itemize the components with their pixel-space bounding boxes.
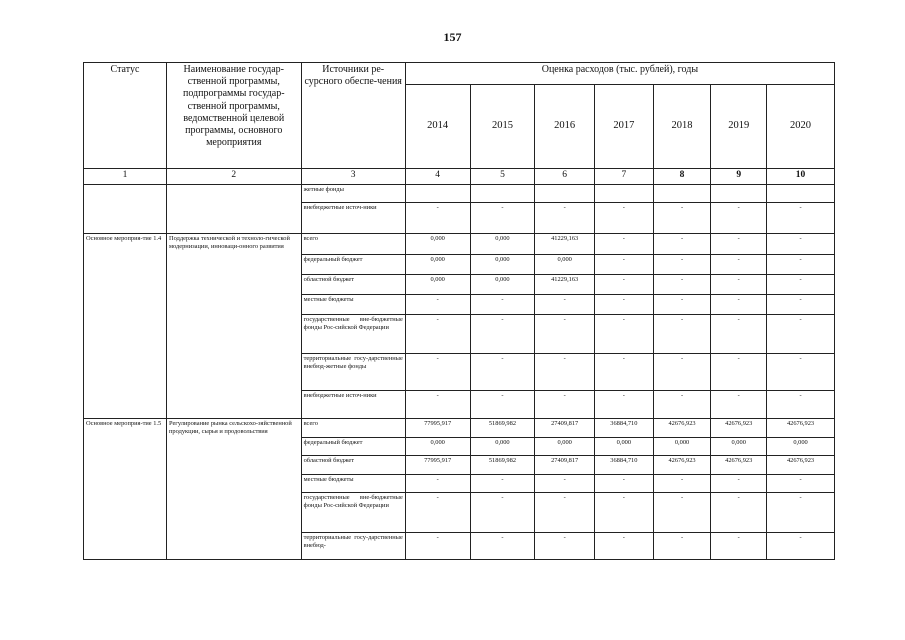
value-cell [767,185,835,203]
value-cell: 0,000 [470,438,535,456]
value-cell: 0,000 [535,438,595,456]
value-cell: - [653,255,711,275]
value-cell: - [595,255,654,275]
value-cell [535,185,595,203]
value-cell: - [535,354,595,391]
header-estimate: Оценка расходов (тыс. рублей), годы [405,63,834,85]
source-cell: областной бюджет [301,275,405,295]
value-cell: - [405,315,470,354]
value-cell: - [595,475,654,493]
value-cell: - [405,493,470,533]
value-cell [711,185,767,203]
program-name-cell: Регулирование рынка сельскохо-зяйственной продукции, сырья и продовольствия [166,419,301,560]
program-name-cell: Поддержка технической и техноло-гической модернизации, инноваци-онного развития [166,234,301,419]
value-cell: - [767,533,835,560]
value-cell: - [767,493,835,533]
value-cell: - [405,295,470,315]
value-cell: - [535,533,595,560]
value-cell: - [711,203,767,234]
value-cell: - [653,533,711,560]
value-cell: 0,000 [405,275,470,295]
value-cell: - [653,475,711,493]
value-cell [405,185,470,203]
column-number: 7 [595,169,654,185]
column-number: 10 [767,169,835,185]
value-cell: 0,000 [470,234,535,255]
source-cell: местные бюджеты [301,475,405,493]
value-cell: 0,000 [711,438,767,456]
value-cell: - [535,475,595,493]
source-cell: государственные вне-бюджетные фонды Рос-сийской Федерации [301,315,405,354]
source-cell: областной бюджет [301,456,405,475]
value-cell: 27409,817 [535,419,595,438]
value-cell: - [767,234,835,255]
value-cell: - [767,391,835,419]
value-cell: - [767,275,835,295]
value-cell: 42676,923 [653,419,711,438]
value-cell: - [653,275,711,295]
value-cell: - [405,354,470,391]
value-cell [653,185,711,203]
value-cell: - [711,475,767,493]
value-cell: 42676,923 [711,456,767,475]
value-cell [595,185,654,203]
header-year: 2019 [711,85,767,169]
value-cell: - [535,493,595,533]
value-cell: 0,000 [470,255,535,275]
value-cell: - [595,391,654,419]
value-cell: 0,000 [405,438,470,456]
table-row [84,234,835,255]
value-cell: 27409,817 [535,456,595,475]
header-year: 2016 [535,85,595,169]
value-cell: - [405,203,470,234]
table-row [84,419,835,438]
value-cell: - [711,391,767,419]
value-cell: - [711,255,767,275]
value-cell: - [470,533,535,560]
header-name: Наименование государ-ственной программы, подпрограммы государ-ственной программы, ведомственной целевой программы, основного мероприятия [166,63,301,169]
value-cell: - [653,295,711,315]
source-cell: местные бюджеты [301,295,405,315]
value-cell: 42676,923 [653,456,711,475]
source-cell: федеральный бюджет [301,255,405,275]
value-cell: 42676,923 [711,419,767,438]
header-status: Статус [84,63,167,169]
column-number: 5 [470,169,535,185]
value-cell: 51869,982 [470,419,535,438]
value-cell: - [595,493,654,533]
column-number: 2 [166,169,301,185]
source-cell: всего [301,419,405,438]
value-cell: 51869,982 [470,456,535,475]
value-cell: - [470,354,535,391]
value-cell: 36884,710 [595,419,654,438]
header-year: 2015 [470,85,535,169]
value-cell: - [653,493,711,533]
column-number: 4 [405,169,470,185]
column-number: 9 [711,169,767,185]
value-cell: - [711,234,767,255]
source-cell: федеральный бюджет [301,438,405,456]
source-cell: внебюджетные источ-ники [301,203,405,234]
column-number: 3 [301,169,405,185]
page-number: 157 [443,30,462,44]
value-cell: 0,000 [405,234,470,255]
value-cell: - [535,391,595,419]
column-number: 1 [84,169,167,185]
value-cell: - [767,315,835,354]
value-cell: 0,000 [653,438,711,456]
value-cell: - [653,203,711,234]
value-cell: - [711,533,767,560]
value-cell: - [711,315,767,354]
value-cell: - [535,295,595,315]
source-cell: территориальные госу-дарственные внебюд-жетные фонды [301,354,405,391]
header-year: 2014 [405,85,470,169]
header-sources: Источники ре-сурсного обеспе-чения [301,63,405,169]
value-cell: - [595,275,654,295]
value-cell: - [405,533,470,560]
value-cell: - [470,493,535,533]
value-cell: - [470,315,535,354]
program-name-cell [166,185,301,234]
budget-table [83,62,835,560]
value-cell: - [767,354,835,391]
value-cell: - [767,203,835,234]
value-cell: 0,000 [535,255,595,275]
value-cell: - [767,255,835,275]
value-cell: - [653,354,711,391]
column-number: 6 [535,169,595,185]
value-cell: - [470,475,535,493]
header-year: 2017 [595,85,654,169]
value-cell: 77995,917 [405,419,470,438]
source-cell: всего [301,234,405,255]
source-cell: внебюджетные источ-ники [301,391,405,419]
value-cell: - [595,354,654,391]
value-cell: - [653,391,711,419]
value-cell: - [595,315,654,354]
value-cell: - [653,234,711,255]
source-cell: жетные фонды [301,185,405,203]
value-cell: 0,000 [405,255,470,275]
value-cell: - [767,475,835,493]
header-year: 2018 [653,85,711,169]
value-cell: 42676,923 [767,456,835,475]
status-cell: Основное мероприя-тие 1.5 [84,419,167,560]
table-row [84,185,835,203]
value-cell: 0,000 [470,275,535,295]
value-cell: - [595,295,654,315]
value-cell: 41229,163 [535,234,595,255]
value-cell: - [711,354,767,391]
value-cell: - [711,275,767,295]
value-cell: - [595,234,654,255]
source-cell: территориальные госу-дарственные внебюд- [301,533,405,560]
status-cell [84,185,167,234]
value-cell: - [653,315,711,354]
value-cell: - [470,203,535,234]
value-cell: - [595,533,654,560]
status-cell: Основное мероприя-тие 1.4 [84,234,167,419]
value-cell: - [595,203,654,234]
value-cell: - [470,391,535,419]
value-cell: - [535,203,595,234]
value-cell: - [535,315,595,354]
value-cell: - [405,391,470,419]
value-cell: 41229,163 [535,275,595,295]
value-cell: - [405,475,470,493]
value-cell: - [711,493,767,533]
value-cell: 0,000 [767,438,835,456]
source-cell: государственные вне-бюджетные фонды Рос-сийской Федерации [301,493,405,533]
value-cell: - [711,295,767,315]
column-number: 8 [653,169,711,185]
value-cell: - [470,295,535,315]
value-cell: 42676,923 [767,419,835,438]
value-cell [470,185,535,203]
value-cell: 0,000 [595,438,654,456]
value-cell: 77995,917 [405,456,470,475]
header-year: 2020 [767,85,835,169]
value-cell: - [767,295,835,315]
value-cell: 36884,710 [595,456,654,475]
